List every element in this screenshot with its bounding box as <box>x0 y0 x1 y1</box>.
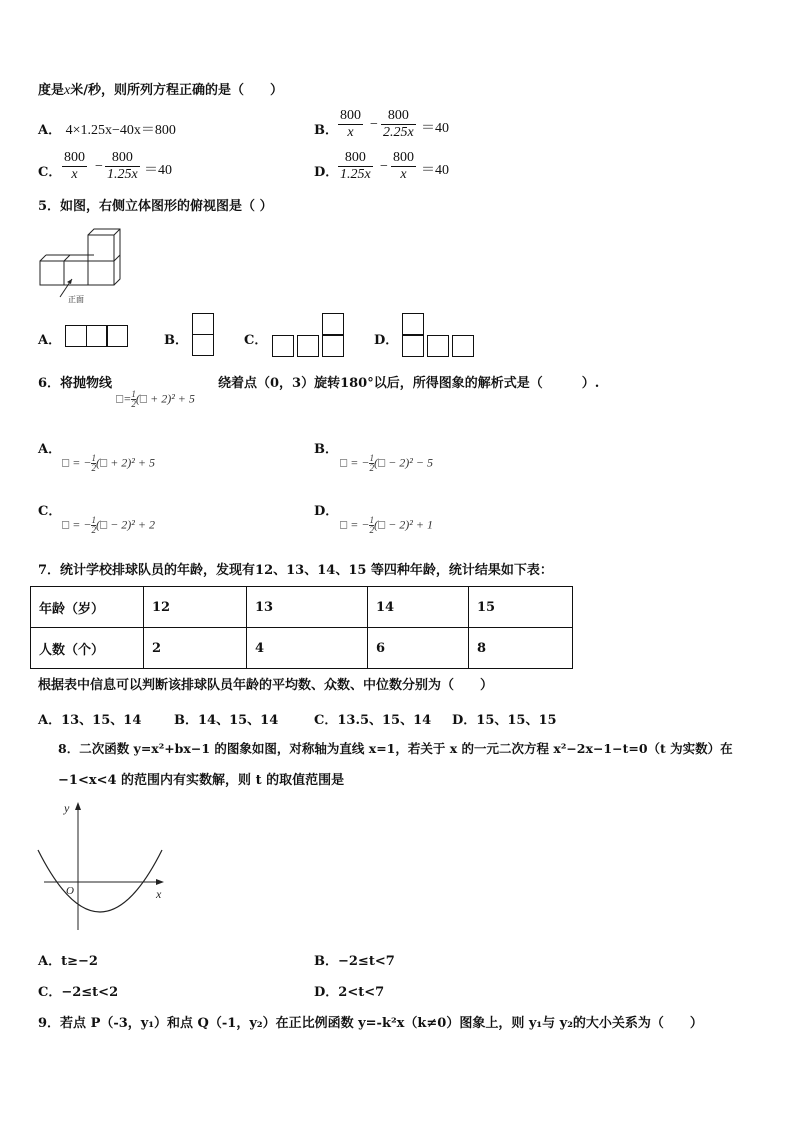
q6-option-a-expr: □ = − $\frac{1}{2}$ (□ + 2)² + 5 <box>62 453 155 473</box>
table-cell: 6 <box>368 628 469 669</box>
q8-parabola-graph <box>34 798 174 934</box>
q8-stem-line1: 8．二次函数 y=x²+bx−1 的图象如图，对称轴为直线 x=1，若关于 x 的一元二次方程 x²−2x−1−t=0（t 为实数）在 <box>58 741 733 756</box>
q7-age-table <box>30 586 573 669</box>
table-cell: 13 <box>247 587 368 628</box>
q4-option-d-frac1: $\frac{800}{1.25x}$ <box>340 150 371 182</box>
q6-stem-end: 绕着点（0，3）旋转180°以后，所得图象的解析式是（ ）. <box>218 376 600 391</box>
q4-option-b-frac2: $\frac{800}{2.25x}$ <box>383 108 414 140</box>
q7-question: 根据表中信息可以判断该排球队员年龄的平均数、众数、中位数分别为（ ） <box>38 678 494 693</box>
q5-option-c[interactable]: C． <box>244 333 268 348</box>
minus-sign: − <box>95 159 103 174</box>
q7-option-c[interactable]: C．13.5、15、14 <box>314 713 432 728</box>
table-cell: 12 <box>144 587 247 628</box>
q5-stem: 5．如图，右侧立体图形的俯视图是（ ） <box>38 199 273 214</box>
q9-stem: 9．若点 P（-3，y₁）和点 Q（-1，y₂）在正比例函数 y=-k²x（k≠0）图象上，则 y₁与 y₂的大小关系为（ ） <box>38 1016 703 1031</box>
q7-option-d[interactable]: D．15、15、15 <box>452 713 557 728</box>
minus-sign: − <box>370 117 378 132</box>
x-axis-label: x <box>156 887 162 901</box>
table-cell: 2 <box>144 628 247 669</box>
q7-option-b[interactable]: B．14、15、14 <box>174 713 279 728</box>
q6-option-d-label[interactable]: D． <box>314 504 339 519</box>
q4-option-b-label[interactable]: B． <box>314 123 338 138</box>
q4-option-b-frac1: $\frac{800}{x}$ <box>340 108 361 140</box>
q4-option-b-rhs: ＝40 <box>421 121 449 136</box>
q8-option-a[interactable]: A．t≥−2 <box>38 954 98 969</box>
table-cell: 年龄（岁） <box>31 587 144 628</box>
q5-option-b-figure <box>192 313 214 356</box>
table-cell: 14 <box>368 587 469 628</box>
q6-option-c-expr: □ = − $\frac{1}{2}$ (□ − 2)² + 2 <box>62 515 155 535</box>
q6-given-parabola: □= $\frac{1}{2}$ (□ + 2)² + 5 <box>116 389 195 409</box>
table-cell: 4 <box>247 628 368 669</box>
q4-option-a[interactable]: A． 4×1.25x−40x＝800 <box>38 123 176 138</box>
q4-option-d-rhs: ＝40 <box>421 163 449 178</box>
q6-option-b-label[interactable]: B． <box>314 442 338 457</box>
q6-stem-start: 6．将抛物线 <box>38 376 113 391</box>
q5-option-d[interactable]: D． <box>374 333 399 348</box>
q4-stem: 度是x米/秒，则所列方程正确的是（ ） <box>38 83 283 98</box>
q4-option-c-label[interactable]: C． <box>38 165 62 180</box>
q8-option-c[interactable]: C．−2≤t<2 <box>38 985 119 1000</box>
q8-option-b[interactable]: B．−2≤t<7 <box>314 954 395 969</box>
minus-sign: − <box>380 159 388 174</box>
q5-option-a[interactable]: A． <box>38 333 62 348</box>
table-cell: 人数（个） <box>31 628 144 669</box>
q8-stem-line2: −1<x<4 的范围内有实数解，则 t 的取值范围是 <box>58 773 345 788</box>
q8-option-d[interactable]: D．2<t<7 <box>314 985 385 1000</box>
table-row <box>31 628 573 669</box>
origin-label: O <box>66 885 74 897</box>
q4-option-c-frac1: $\frac{800}{x}$ <box>64 150 85 182</box>
q5-option-d-figure <box>402 313 478 359</box>
table-cell: 15 <box>469 587 573 628</box>
q4-option-d-frac2: $\frac{800}{x}$ <box>393 150 414 182</box>
q4-option-d-label[interactable]: D． <box>314 165 339 180</box>
q5-option-c-figure <box>272 313 348 359</box>
q6-option-a-label[interactable]: A． <box>38 442 62 457</box>
q6-option-b-expr: □ = − $\frac{1}{2}$ (□ − 2)² − 5 <box>340 453 433 473</box>
q5-option-b[interactable]: B． <box>164 333 188 348</box>
q4-option-c-frac2: $\frac{800}{1.25x}$ <box>107 150 138 182</box>
q4-option-c-rhs: ＝40 <box>144 163 172 178</box>
front-label: 正面 <box>68 295 84 304</box>
q6-option-d-expr: □ = − $\frac{1}{2}$ (□ − 2)² + 1 <box>340 515 433 535</box>
table-cell: 8 <box>469 628 573 669</box>
table-row <box>31 587 573 628</box>
q7-option-a[interactable]: A．13、15、14 <box>38 713 142 728</box>
q4-option-a-expr: 4×1.25x−40x＝800 <box>65 123 176 138</box>
q5-solid-figure <box>38 225 138 305</box>
q7-stem: 7．统计学校排球队员的年龄，发现有12、13、14、15 等四种年龄，统计结果如下表： <box>38 563 553 578</box>
y-axis-label: y <box>64 801 70 815</box>
q5-option-a-figure <box>65 325 128 347</box>
q6-option-c-label[interactable]: C． <box>38 504 62 519</box>
